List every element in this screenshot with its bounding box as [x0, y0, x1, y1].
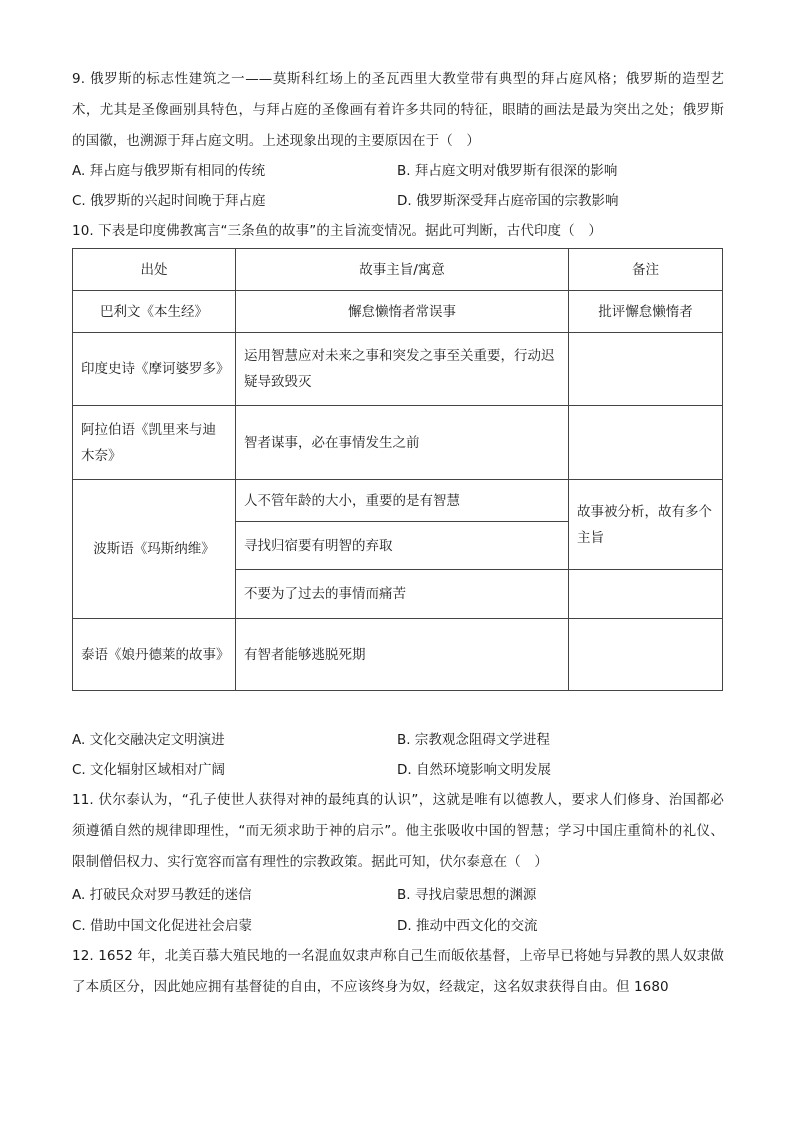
row-theme: 智者谋事，必在事情发生之前 — [236, 406, 569, 480]
row-source: 巴利文《本生经》 — [73, 291, 236, 333]
row-theme: 运用智慧应对未来之事和突发之事至关重要，行动迟疑导致毁灭 — [236, 333, 569, 406]
row-source: 印度史诗《摩诃婆罗多》 — [73, 333, 236, 406]
question-12-stem: 12. 1652 年，北美百慕大殖民地的一名混血奴隶声称自己生而皈依基督，上帝早已将她与异教的黑人奴隶做了本质区分，因此她应拥有基督徒的自由，不应该终身为奴，经裁定，这名奴隶获得自由。但 1680 — [72, 948, 724, 995]
question-11-option-c[interactable]: C. 借助中国文化促进社会启蒙 — [72, 918, 253, 934]
table-row — [73, 291, 723, 333]
table-row — [73, 406, 723, 480]
header-note: 备注 — [569, 249, 723, 291]
question-10-option-d[interactable]: D. 自然环境影响文明发展 — [397, 762, 551, 778]
row-theme: 懈怠懒惰者常误事 — [236, 291, 569, 333]
row-note: 批评懈怠懒惰者 — [569, 291, 723, 333]
question-11-option-d[interactable]: D. 推动中西文化的交流 — [397, 918, 538, 934]
row-theme: 寻找归宿要有明智的弃取 — [236, 522, 569, 570]
row-note — [569, 406, 723, 480]
fable-theme-table — [72, 248, 723, 691]
row-note — [569, 333, 723, 406]
row-source: 波斯语《玛斯纳维》 — [73, 480, 236, 619]
table-header-row — [73, 249, 723, 291]
table-row — [73, 333, 723, 406]
question-11-option-b[interactable]: B. 寻找启蒙思想的渊源 — [397, 887, 537, 903]
row-note — [569, 619, 723, 691]
row-note: 故事被分析，故有多个主旨 — [569, 480, 723, 570]
row-theme: 不要为了过去的事情而痛苦 — [236, 570, 569, 619]
row-source: 泰语《娘丹德莱的故事》 — [73, 619, 236, 691]
table-row — [73, 480, 723, 522]
table-row — [73, 619, 723, 691]
question-10-option-c[interactable]: C. 文化辐射区域相对广阔 — [72, 762, 226, 778]
question-10-option-b[interactable]: B. 宗教观念阻碍文学进程 — [397, 732, 550, 748]
header-source: 出处 — [73, 249, 236, 291]
row-source: 阿拉伯语《凯里来与迪木奈》 — [73, 406, 236, 480]
question-9-option-c[interactable]: C. 俄罗斯的兴起时间晚于拜占庭 — [72, 193, 266, 209]
question-10-option-a[interactable]: A. 文化交融决定文明演进 — [72, 732, 225, 748]
row-theme: 人不管年龄的大小，重要的是有智慧 — [236, 480, 569, 522]
row-note-empty — [569, 570, 723, 619]
question-9-option-d[interactable]: D. 俄罗斯深受拜占庭帝国的宗教影响 — [397, 193, 619, 209]
question-11-option-a[interactable]: A. 打破民众对罗马教廷的迷信 — [72, 887, 252, 903]
question-11-stem: 11. 伏尔泰认为，“孔子使世人获得对神的最纯真的认识”，这就是唯有以德教人，要求人们修身、治国都必须遵循自然的规律即理性，“而无须求助于神的启示”。他主张吸收中国的智慧；学习中国庄重简朴的礼仪、限制僧侣权力、实行宽容而富有理性的宗教政策。据此可知，伏尔泰意在（ ） — [72, 792, 724, 870]
header-theme: 故事主旨/寓意 — [236, 249, 569, 291]
question-9-option-a[interactable]: A. 拜占庭与俄罗斯有相同的传统 — [72, 163, 266, 179]
question-9-stem: 9. 俄罗斯的标志性建筑之一——莫斯科红场上的圣瓦西里大教堂带有典型的拜占庭风格；俄罗斯的造型艺术，尤其是圣像画别具特色，与拜占庭的圣像画有着许多共同的特征，眼睛的画法是最为突出之处；俄罗斯的国徽，也溯源于拜占庭文明。上述现象出现的主要原因在于（ ） — [72, 71, 724, 149]
row-theme: 有智者能够逃脱死期 — [236, 619, 569, 691]
question-9-option-b[interactable]: B. 拜占庭文明对俄罗斯有很深的影响 — [397, 163, 618, 179]
question-10-stem: 10. 下表是印度佛教寓言“三条鱼的故事”的主旨流变情况。据此可判断，古代印度（ ） — [72, 223, 602, 239]
